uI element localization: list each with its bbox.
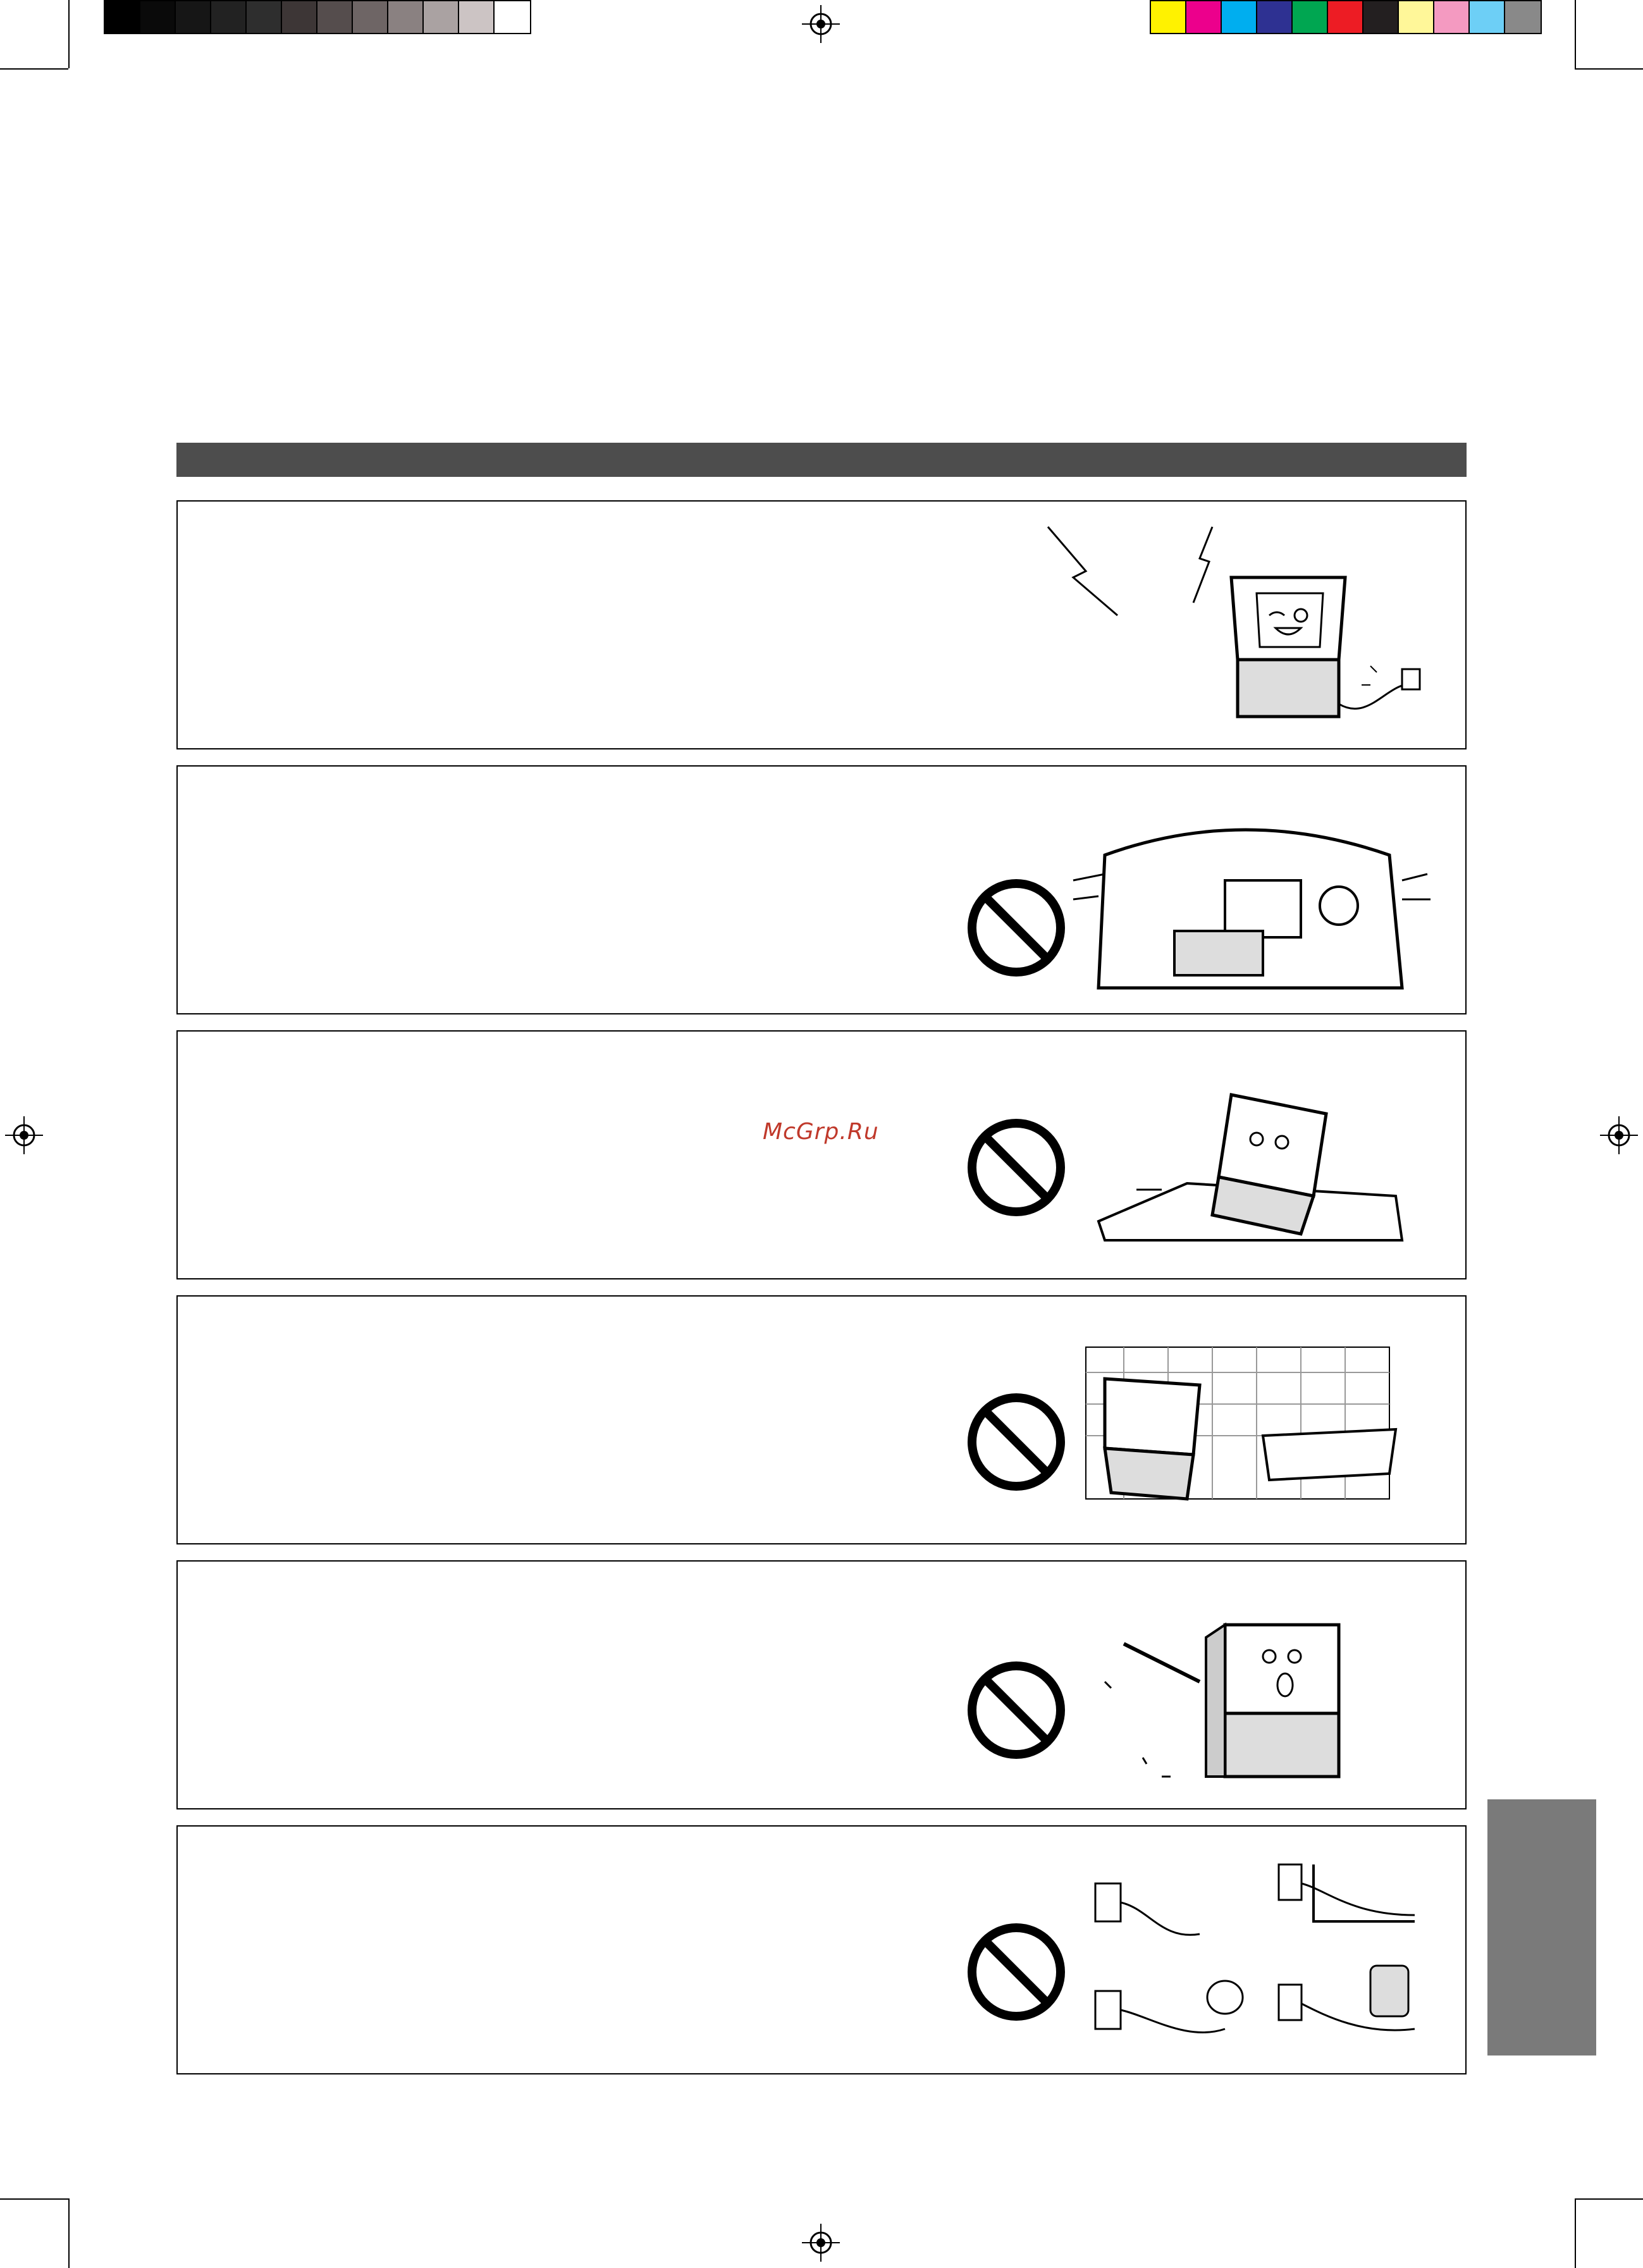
crop-mark xyxy=(68,2198,70,2268)
tv-winking-unplugged-icon xyxy=(959,514,1440,736)
safety-panel-vehicle xyxy=(176,765,1467,1014)
gray-color-bar xyxy=(104,0,531,34)
gray-swatch xyxy=(247,1,282,33)
registration-mark-icon xyxy=(802,2224,840,2262)
crop-mark xyxy=(1575,2198,1643,2200)
registration-mark-icon xyxy=(1600,1116,1638,1154)
section-header-band xyxy=(176,443,1467,477)
safety-panel-disassembly xyxy=(176,1560,1467,1809)
gray-swatch xyxy=(495,1,530,33)
crop-mark xyxy=(0,68,68,70)
gray-swatch xyxy=(140,1,176,33)
gray-swatch xyxy=(176,1,211,33)
tv-wet-bathroom-icon xyxy=(959,1309,1440,1531)
crop-mark xyxy=(1575,2198,1576,2268)
crop-mark xyxy=(1575,68,1643,70)
safety-panel-cord xyxy=(176,1825,1467,2074)
process-swatch xyxy=(1505,1,1541,33)
process-swatch xyxy=(1293,1,1328,33)
registration-mark-icon xyxy=(802,5,840,43)
process-swatch xyxy=(1222,1,1257,33)
crop-mark xyxy=(68,0,70,68)
crop-mark xyxy=(0,2198,68,2200)
gray-swatch xyxy=(317,1,353,33)
process-swatch xyxy=(1328,1,1363,33)
gray-swatch xyxy=(211,1,247,33)
process-swatch xyxy=(1470,1,1505,33)
process-color-bar xyxy=(1150,0,1542,34)
process-swatch xyxy=(1399,1,1434,33)
process-swatch xyxy=(1434,1,1470,33)
process-swatch xyxy=(1363,1,1399,33)
crop-mark xyxy=(1575,0,1576,68)
gray-swatch xyxy=(105,1,140,33)
registration-mark-icon xyxy=(5,1116,43,1154)
process-swatch xyxy=(1151,1,1186,33)
section-side-tab xyxy=(1487,1799,1596,2055)
safety-panel-moisture xyxy=(176,1295,1467,1544)
damaged-cord-icon xyxy=(959,1839,1440,2061)
watermark-text: McGrp.Ru xyxy=(763,1119,879,1145)
process-swatch xyxy=(1257,1,1293,33)
tv-screws-icon xyxy=(959,1574,1440,1796)
safety-panel-unstable xyxy=(176,1030,1467,1279)
gray-swatch xyxy=(353,1,388,33)
gray-swatch xyxy=(388,1,424,33)
tv-tilting-icon xyxy=(959,1044,1440,1266)
process-swatch xyxy=(1186,1,1222,33)
tv-in-car-icon xyxy=(959,779,1440,1001)
gray-swatch xyxy=(424,1,459,33)
gray-swatch xyxy=(282,1,317,33)
safety-panel-power xyxy=(176,500,1467,749)
gray-swatch xyxy=(459,1,495,33)
